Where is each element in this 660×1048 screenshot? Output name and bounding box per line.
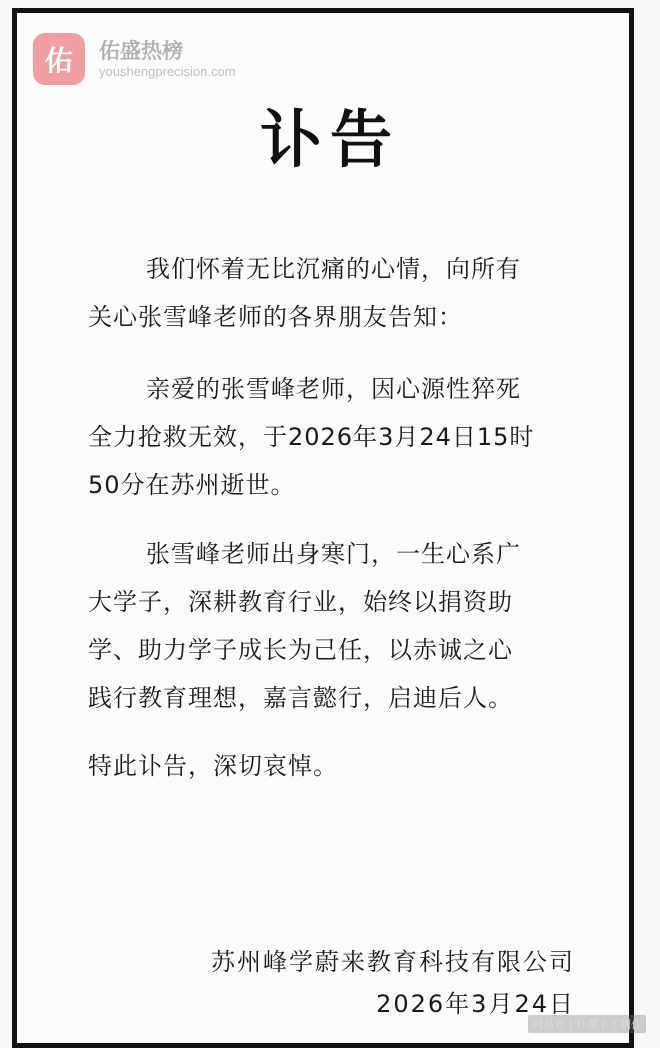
watermark-name: 佑盛热榜 [99,38,183,63]
watermark-logo-icon: 佑 [33,33,85,85]
footer-watermark: 网易号 | 杜撰手工制作 [528,1015,646,1033]
signature-company: 苏州峰学蔚来教育科技有限公司 [211,948,575,976]
paragraph-biography [88,530,588,722]
paragraph-line: 特此讣告，深切哀悼。 [88,752,338,780]
page-title: 讣告 [259,103,400,176]
paragraph-line: 亲爱的张雪峰老师，因心源性猝死 [146,375,521,403]
paragraph-line: 50分在苏州逝世。 [88,471,296,499]
paragraph-line: 践行教育理想，嘉言懿行，启迪后人。 [88,684,513,712]
paragraph-line: 张雪峰老师出身寒门，一生心系广 [146,540,521,568]
paragraph-death [88,365,588,509]
paragraph-line: 学、助力学子成长为己任，以赤诚之心 [88,636,513,664]
paragraph-line: 大学子，深耕教育行业，始终以捐资助 [88,588,513,616]
watermark [33,33,236,85]
paragraph-intro [88,245,588,341]
watermark-text [99,39,236,80]
paragraph-closing [88,742,588,790]
signature-date: 2026年3月24日 [376,990,575,1018]
paragraph-line: 全力抢救无效，于2026年3月24日15时 [88,423,535,451]
paragraph-line: 我们怀着无比沉痛的心情，向所有 [146,255,521,283]
watermark-url: youshengprecision.com [99,63,236,79]
paragraph-line: 关心张雪峰老师的各界朋友告知： [88,303,463,331]
